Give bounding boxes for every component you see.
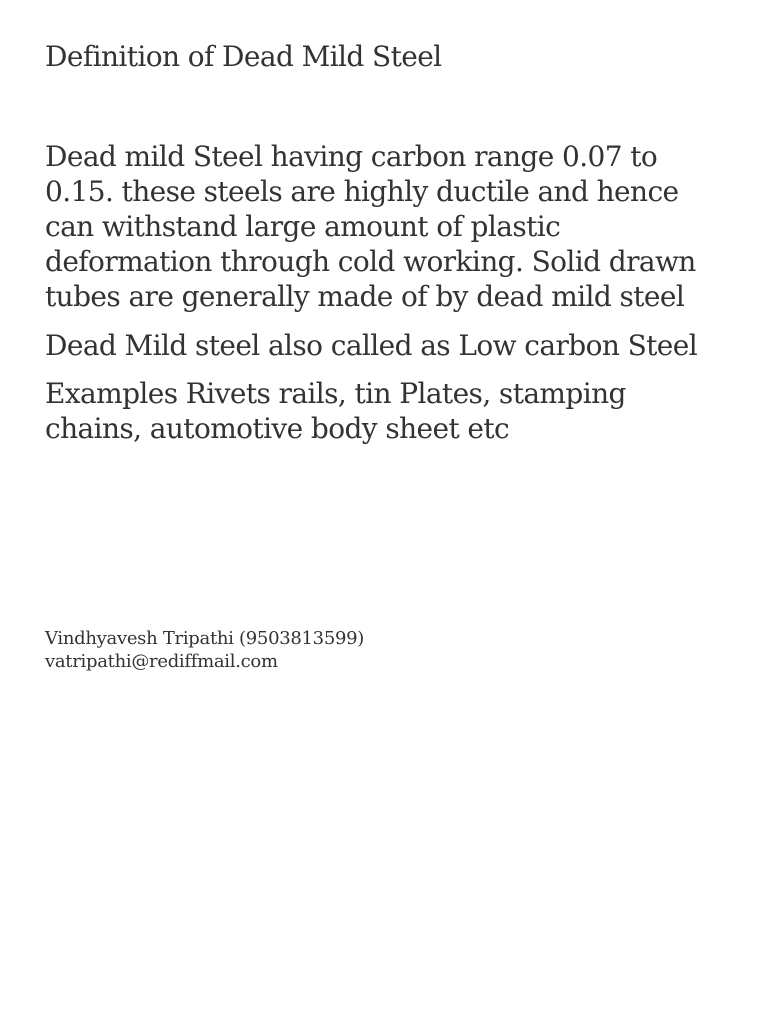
document-title: Definition of Dead Mild Steel	[45, 40, 442, 73]
author-block	[45, 627, 364, 673]
examples-paragraph: Examples Rivets rails, tin Plates, stamping chains, automotive body sheet etc	[45, 377, 626, 445]
definition-paragraph: Dead mild Steel having carbon range 0.07 to 0.15. these steels are highly ductile and hence can withstand large amount of plastic deformation through cold working. Solid drawn tubes are generally made of by dead mild steel	[45, 140, 696, 313]
alias-paragraph: Dead Mild steel also called as Low carbon Steel	[45, 329, 698, 362]
document-page	[45, 40, 725, 446]
author-email: vatripathi@rediffmail.com	[45, 651, 278, 672]
author-name-phone: Vindhyavesh Tripathi (9503813599)	[45, 628, 365, 649]
